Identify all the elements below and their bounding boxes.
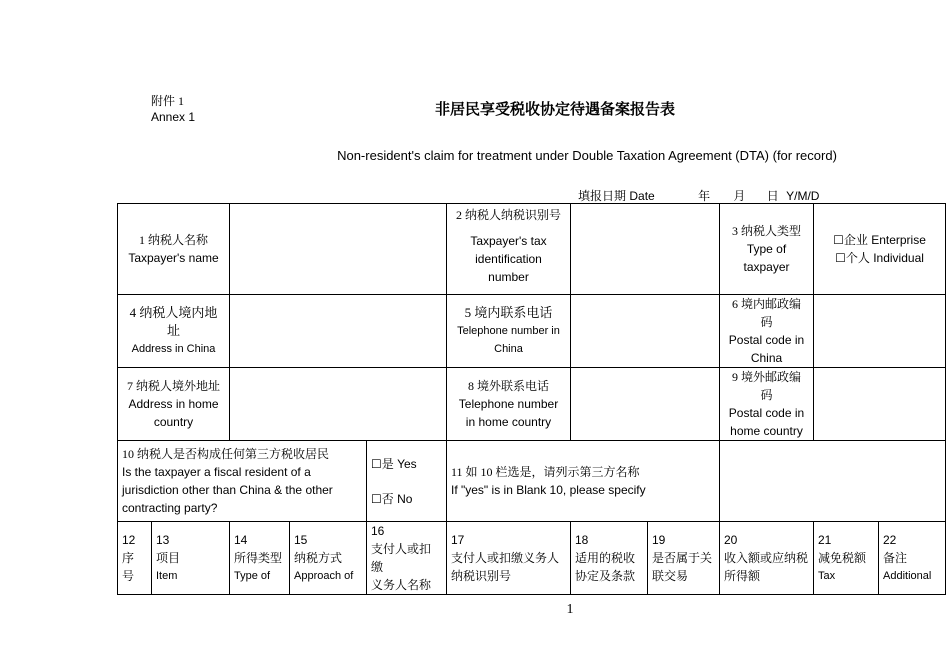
column-header-12: 12 序 号 (118, 522, 152, 595)
page-number: 1 (566, 602, 574, 617)
form-row-taxpayer (118, 204, 946, 295)
address-china-input[interactable] (230, 295, 447, 368)
taxpayer-type-options (814, 204, 946, 295)
column-header-15: 15 纳税方式 Approach of (290, 522, 367, 595)
field-label-taxpayer-name: 1 纳税人名称 Taxpayer's name (118, 204, 230, 295)
form-title-en: Non-resident's claim for treatment under Double Taxation Agreement (DTA) (for record) (337, 148, 837, 163)
taxpayer-name-input[interactable] (230, 204, 447, 295)
column-header-19: 19 是否属于关 联交易 (648, 522, 720, 595)
field-label-phone-china: 5 境内联系电话 Telephone number in China (447, 295, 571, 368)
address-home-input[interactable] (230, 368, 447, 441)
field-label-postal-home: 9 境外邮政编 码 Postal code in home country (720, 368, 814, 441)
column-header-22: 22 备注 Additional (879, 522, 946, 595)
third-party-name-input[interactable] (720, 441, 946, 522)
checkbox-yes[interactable]: ☐是 Yes (371, 456, 417, 471)
phone-china-input[interactable] (571, 295, 720, 368)
field-label-third-party-resident: 10 纳税人是否构成任何第三方税收居民 Is the taxpayer a fiscal resident of a jurisdiction other than China & the other contracting party? (118, 441, 367, 522)
dta-claim-form-table (117, 203, 946, 595)
form-row-home-contact (118, 368, 946, 441)
annex-label-cn: 附件 1 (151, 94, 185, 108)
column-header-20: 20 收入额或应纳税 所得额 (720, 522, 814, 595)
phone-home-input[interactable] (571, 368, 720, 441)
checkbox-individual[interactable]: ☐个人 Individual (835, 251, 924, 265)
form-row-income-headers (118, 522, 946, 595)
checkbox-no[interactable]: ☐否 No (371, 491, 413, 506)
date-format: Y/M/D (786, 189, 820, 203)
checkbox-enterprise[interactable]: ☐企业 Enterprise (833, 233, 926, 247)
field-label-third-party-name: 11 如 10 栏选是，请列示第三方名称 If "yes" is in Blank 10, please specify (447, 441, 720, 522)
field-label-tax-id: 2 纳税人纳税识别号 Taxpayer's tax identification number (447, 204, 571, 295)
field-label-phone-home: 8 境外联系电话 Telephone number in home country (447, 368, 571, 441)
date-label-en: Date (629, 189, 655, 203)
field-label-address-home: 7 纳税人境外地址 Address in home country (118, 368, 230, 441)
column-header-16: 16 支付人或扣缴 义务人名称 (367, 522, 447, 595)
date-month: 月 (733, 189, 746, 203)
column-header-17: 17 支付人或扣缴义务人 纳税识别号 (447, 522, 571, 595)
column-header-13: 13 项目 Item (152, 522, 230, 595)
date-label-cn: 填报日期 (578, 189, 627, 203)
column-header-21: 21 减免税额 Tax (814, 522, 879, 595)
form-row-third-party (118, 441, 946, 522)
filing-date-line (578, 187, 819, 204)
tax-id-input[interactable] (571, 204, 720, 295)
column-header-14: 14 所得类型 Type of (230, 522, 290, 595)
field-label-postal-china: 6 境内邮政编 码 Postal code in China (720, 295, 814, 368)
form-title-cn: 非居民享受税收协定待遇备案报告表 (434, 102, 675, 118)
form-row-china-contact (118, 295, 946, 368)
field-label-taxpayer-type: 3 纳税人类型 Type of taxpayer (720, 204, 814, 295)
date-day: 日 (766, 189, 779, 203)
postal-china-input[interactable] (814, 295, 946, 368)
annex-label-en: Annex 1 (151, 110, 196, 124)
date-year: 年 (698, 189, 711, 203)
column-header-18: 18 适用的税收 协定及条款 (571, 522, 648, 595)
postal-home-input[interactable] (814, 368, 946, 441)
field-label-address-china: 4 纳税人境内地 址 Address in China (118, 295, 230, 368)
third-party-options (367, 441, 447, 522)
